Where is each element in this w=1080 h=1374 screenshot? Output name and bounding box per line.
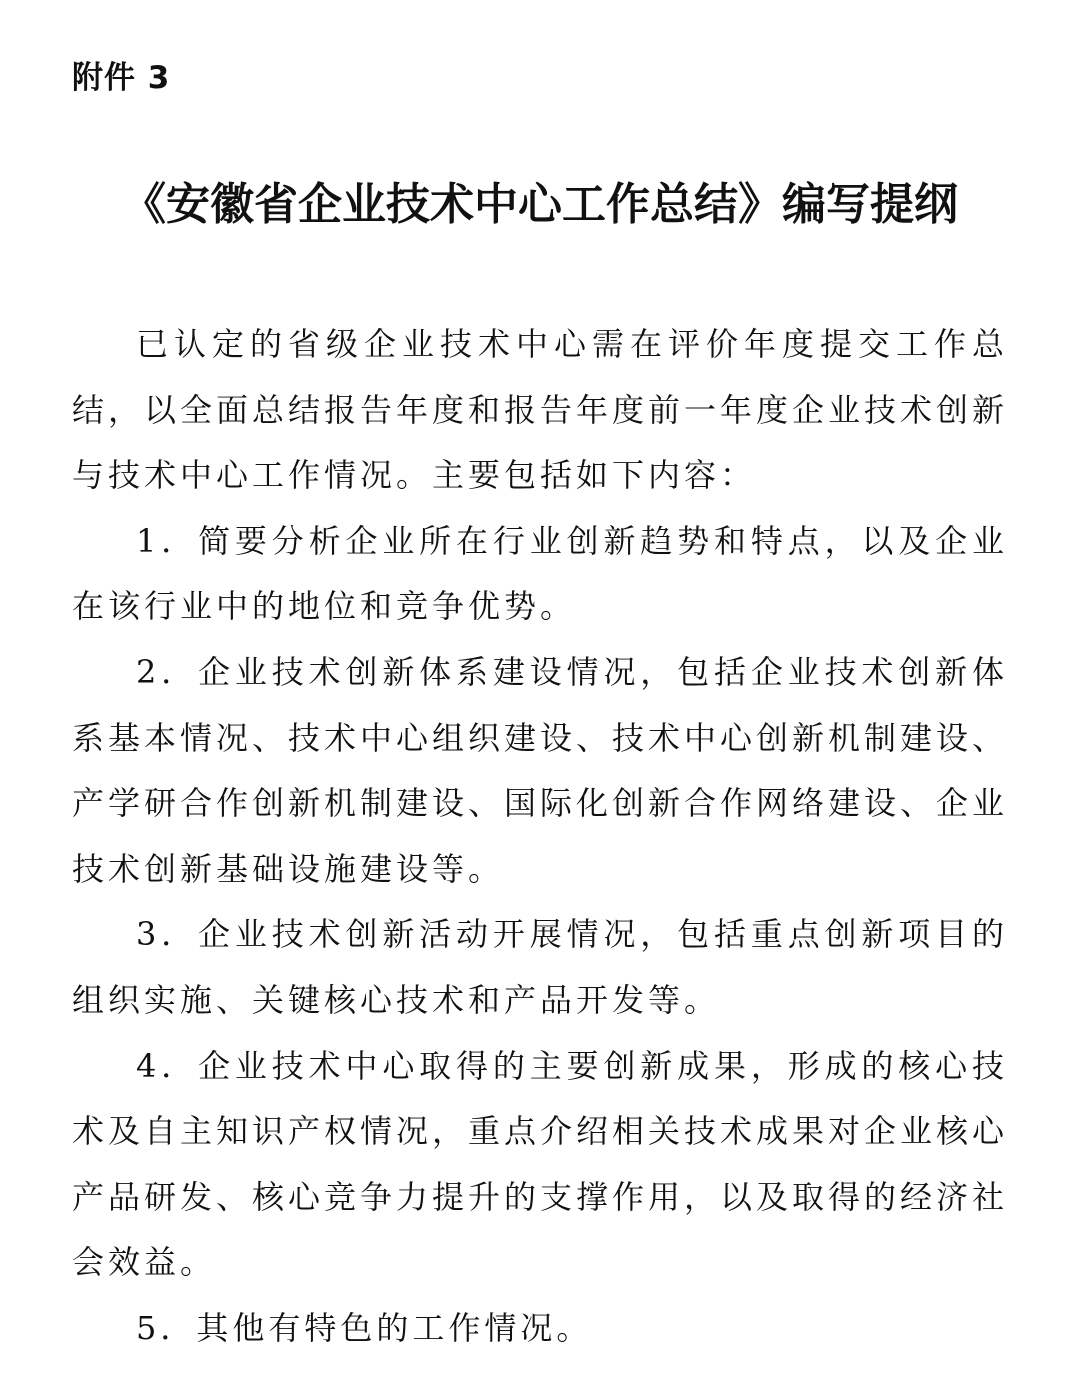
list-item-5: 5．其他有特色的工作情况。 (136, 1308, 593, 1347)
document-body (72, 312, 1008, 1362)
list-item-3: 3．企业技术创新活动开展情况，包括重点创新项目的组织实施、关键核心技术和产品开发等。 (72, 915, 1008, 1019)
intro-paragraph: 已认定的省级企业技术中心需在评价年度提交工作总结，以全面总结报告年度和报告年度前一年度企业技术创新与技术中心工作情况。主要包括如下内容： (72, 325, 1009, 495)
list-item-2: 2．企业技术创新体系建设情况，包括企业技术创新体系基本情况、技术中心组织建设、技术中心创新机制建设、产学研合作创新机制建设、国际化创新合作网络建设、企业技术创新基础设施建设等。 (72, 652, 1009, 888)
list-item-1: 1．简要分析企业所在行业创新趋势和特点，以及企业在该行业中的地位和竞争优势。 (72, 521, 1008, 626)
list-item-4: 4．企业技术中心取得的主要创新成果，形成的核心技术及自主知识产权情况，重点介绍相关技术成果对企业核心产品研发、核心竞争力提升的支撑作用，以及取得的经济社会效益。 (72, 1046, 1009, 1282)
document-title: 《安徽省企业技术中心工作总结》编写提纲 (122, 179, 958, 230)
attachment-label: 附件 3 (72, 60, 171, 96)
